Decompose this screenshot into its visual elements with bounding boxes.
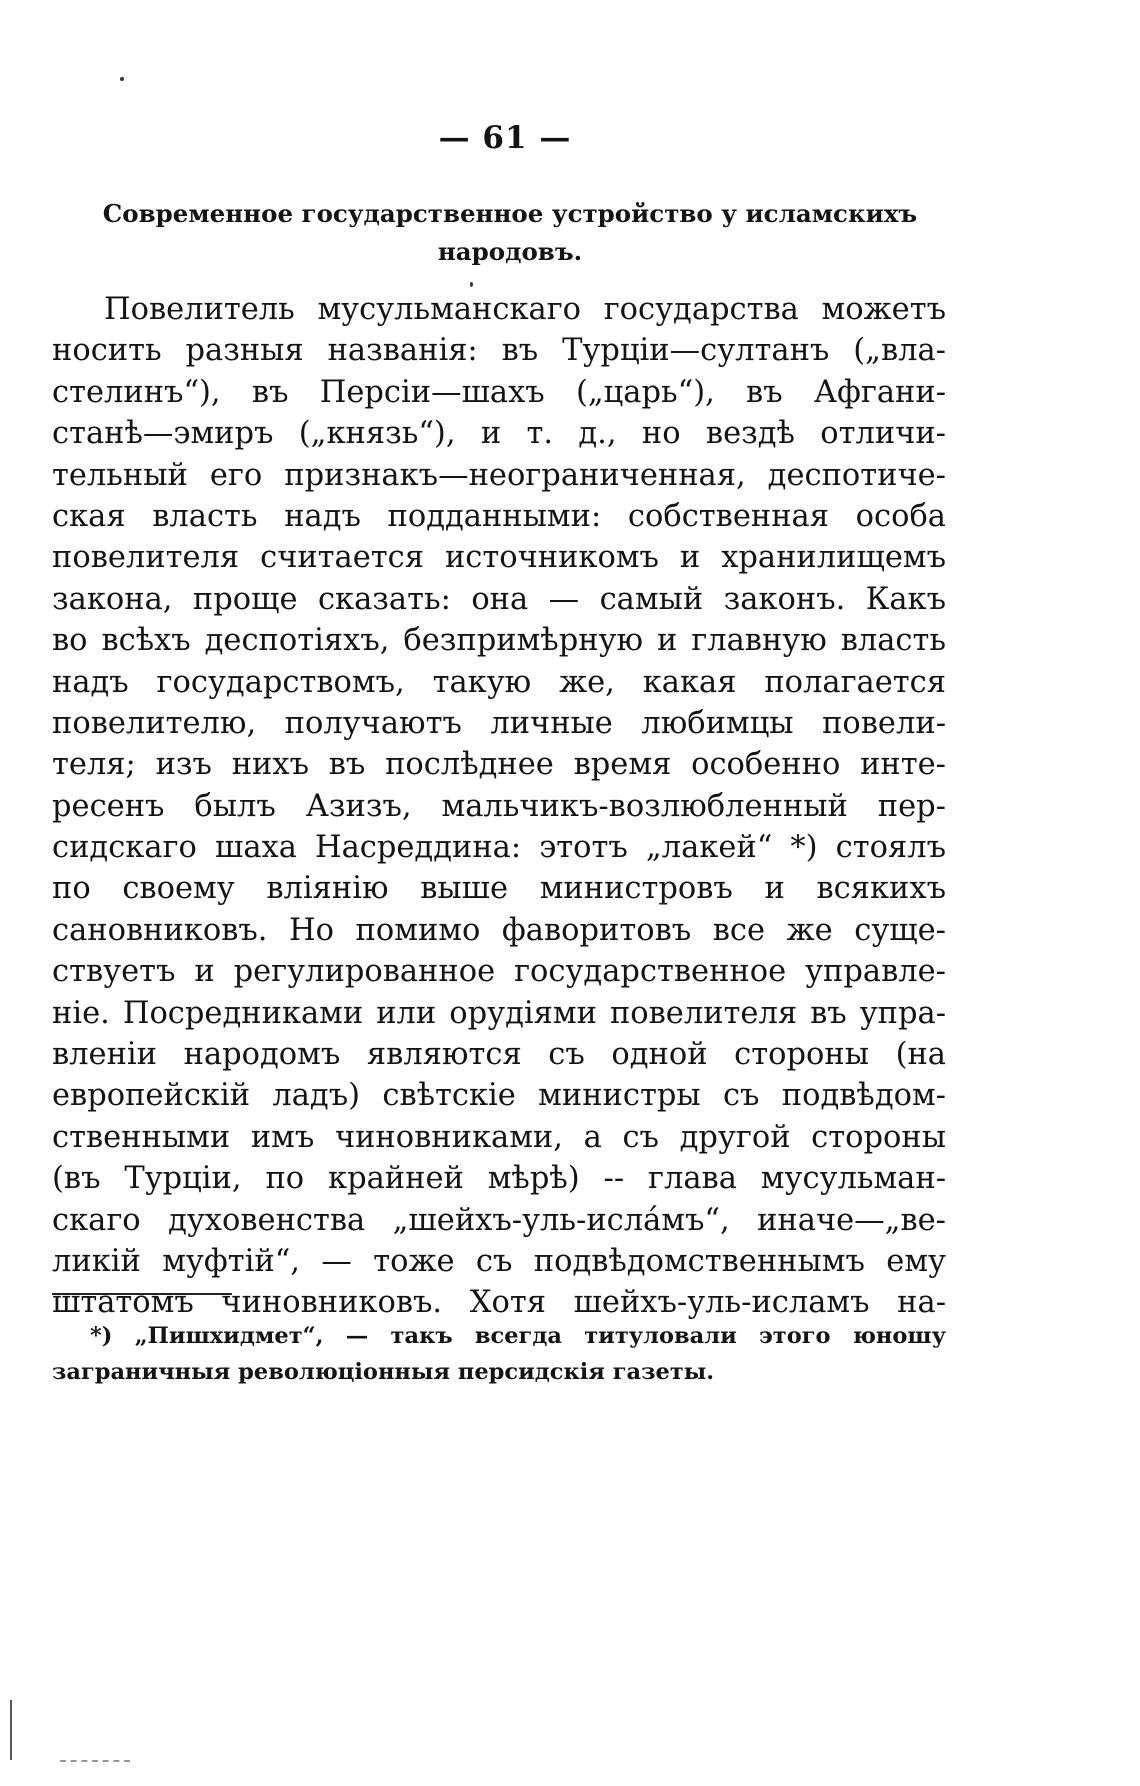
- text-line: закона, проще сказать: она — самый законъ. Какъ: [52, 581, 946, 617]
- text-line: ствуетъ и регулированное государственное управле-: [52, 954, 946, 990]
- body-text: [52, 289, 946, 1324]
- text-line: станѣ—эмиръ („князь“), и т. д., но вездѣ отличи-: [52, 416, 946, 452]
- text-line: носить разныя названія: въ Турціи—султанъ („вла-: [52, 333, 946, 369]
- scan-bottom-mark: [60, 1760, 130, 1762]
- footnote: [52, 1318, 946, 1390]
- text-line: Повелитель мусульманскаго государства можетъ: [104, 292, 946, 327]
- text-line: сидскаго шаха Насреддина: этотъ „лакей“ *) стоялъ: [52, 830, 946, 866]
- footnote-divider: [52, 1293, 232, 1295]
- text-line: ская власть надъ подданными: собственная особа: [52, 498, 946, 534]
- heading-line-2: народовъ.: [437, 237, 583, 266]
- text-line: штатомъ чиновниковъ. Хотя шейхъ-уль-исламъ на-: [52, 1285, 946, 1321]
- text-line: теля; изъ нихъ въ послѣднее время особенно инте-: [52, 747, 946, 783]
- text-line: скаго духовенства „шейхъ-уль-исла́мъ“, иначе—„ве-: [52, 1202, 946, 1238]
- text-line: надъ государствомъ, такую же, какая полагается: [52, 664, 946, 700]
- heading-line-1: Современное государственное устройство у исламскихъ: [102, 199, 918, 228]
- text-line: ніе. Посредниками или орудіями повелителя въ упра-: [52, 995, 946, 1031]
- text-line: европейскій ладъ) свѣтскіе министры съ подвѣдом-: [52, 1078, 946, 1114]
- text-line: повелителя считается источникомъ и хранилищемъ: [52, 540, 946, 576]
- text-line: сановниковъ. Но помимо фаворитовъ все же суще-: [52, 912, 946, 948]
- text-line: тельный его признакъ—неограниченная, деспотиче-: [52, 457, 946, 493]
- scan-edge-mark: [10, 1700, 12, 1760]
- section-heading: [80, 195, 940, 271]
- text-line: ственными имъ чиновниками, а съ другой стороны: [52, 1119, 946, 1155]
- text-line: вленіи народомъ являются съ одной стороны (на: [52, 1037, 946, 1073]
- text-line: стелинъ“), въ Персіи—шахъ („царь“), въ Афгани-: [52, 374, 946, 410]
- text-line: ресенъ былъ Азизъ, мальчикъ-возлюбленный пер-: [52, 788, 946, 824]
- page-number: — 61 —: [438, 120, 572, 156]
- text-line: во всѣхъ деспотіяхъ, безпримѣрную и главную власть: [52, 623, 946, 659]
- footnote-line: *) „Пишхидмет“, — такъ всегда титуловали этого юношу: [90, 1323, 946, 1349]
- footnote-line: заграничныя революціонныя персидскія газеты.: [52, 1359, 715, 1385]
- text-line: повелителю, получаютъ личные любимцы повели-: [52, 705, 946, 741]
- scan-speck: [120, 77, 124, 81]
- text-line: по своему вліянію выше министровъ и всякихъ: [52, 871, 946, 907]
- text-line: (въ Турціи, по крайней мѣрѣ) -- глава мусульман-: [52, 1161, 946, 1197]
- text-line: ликій муфтій“, — тоже съ подвѣдомственнымъ ему: [52, 1243, 946, 1279]
- scan-speck: [470, 282, 473, 287]
